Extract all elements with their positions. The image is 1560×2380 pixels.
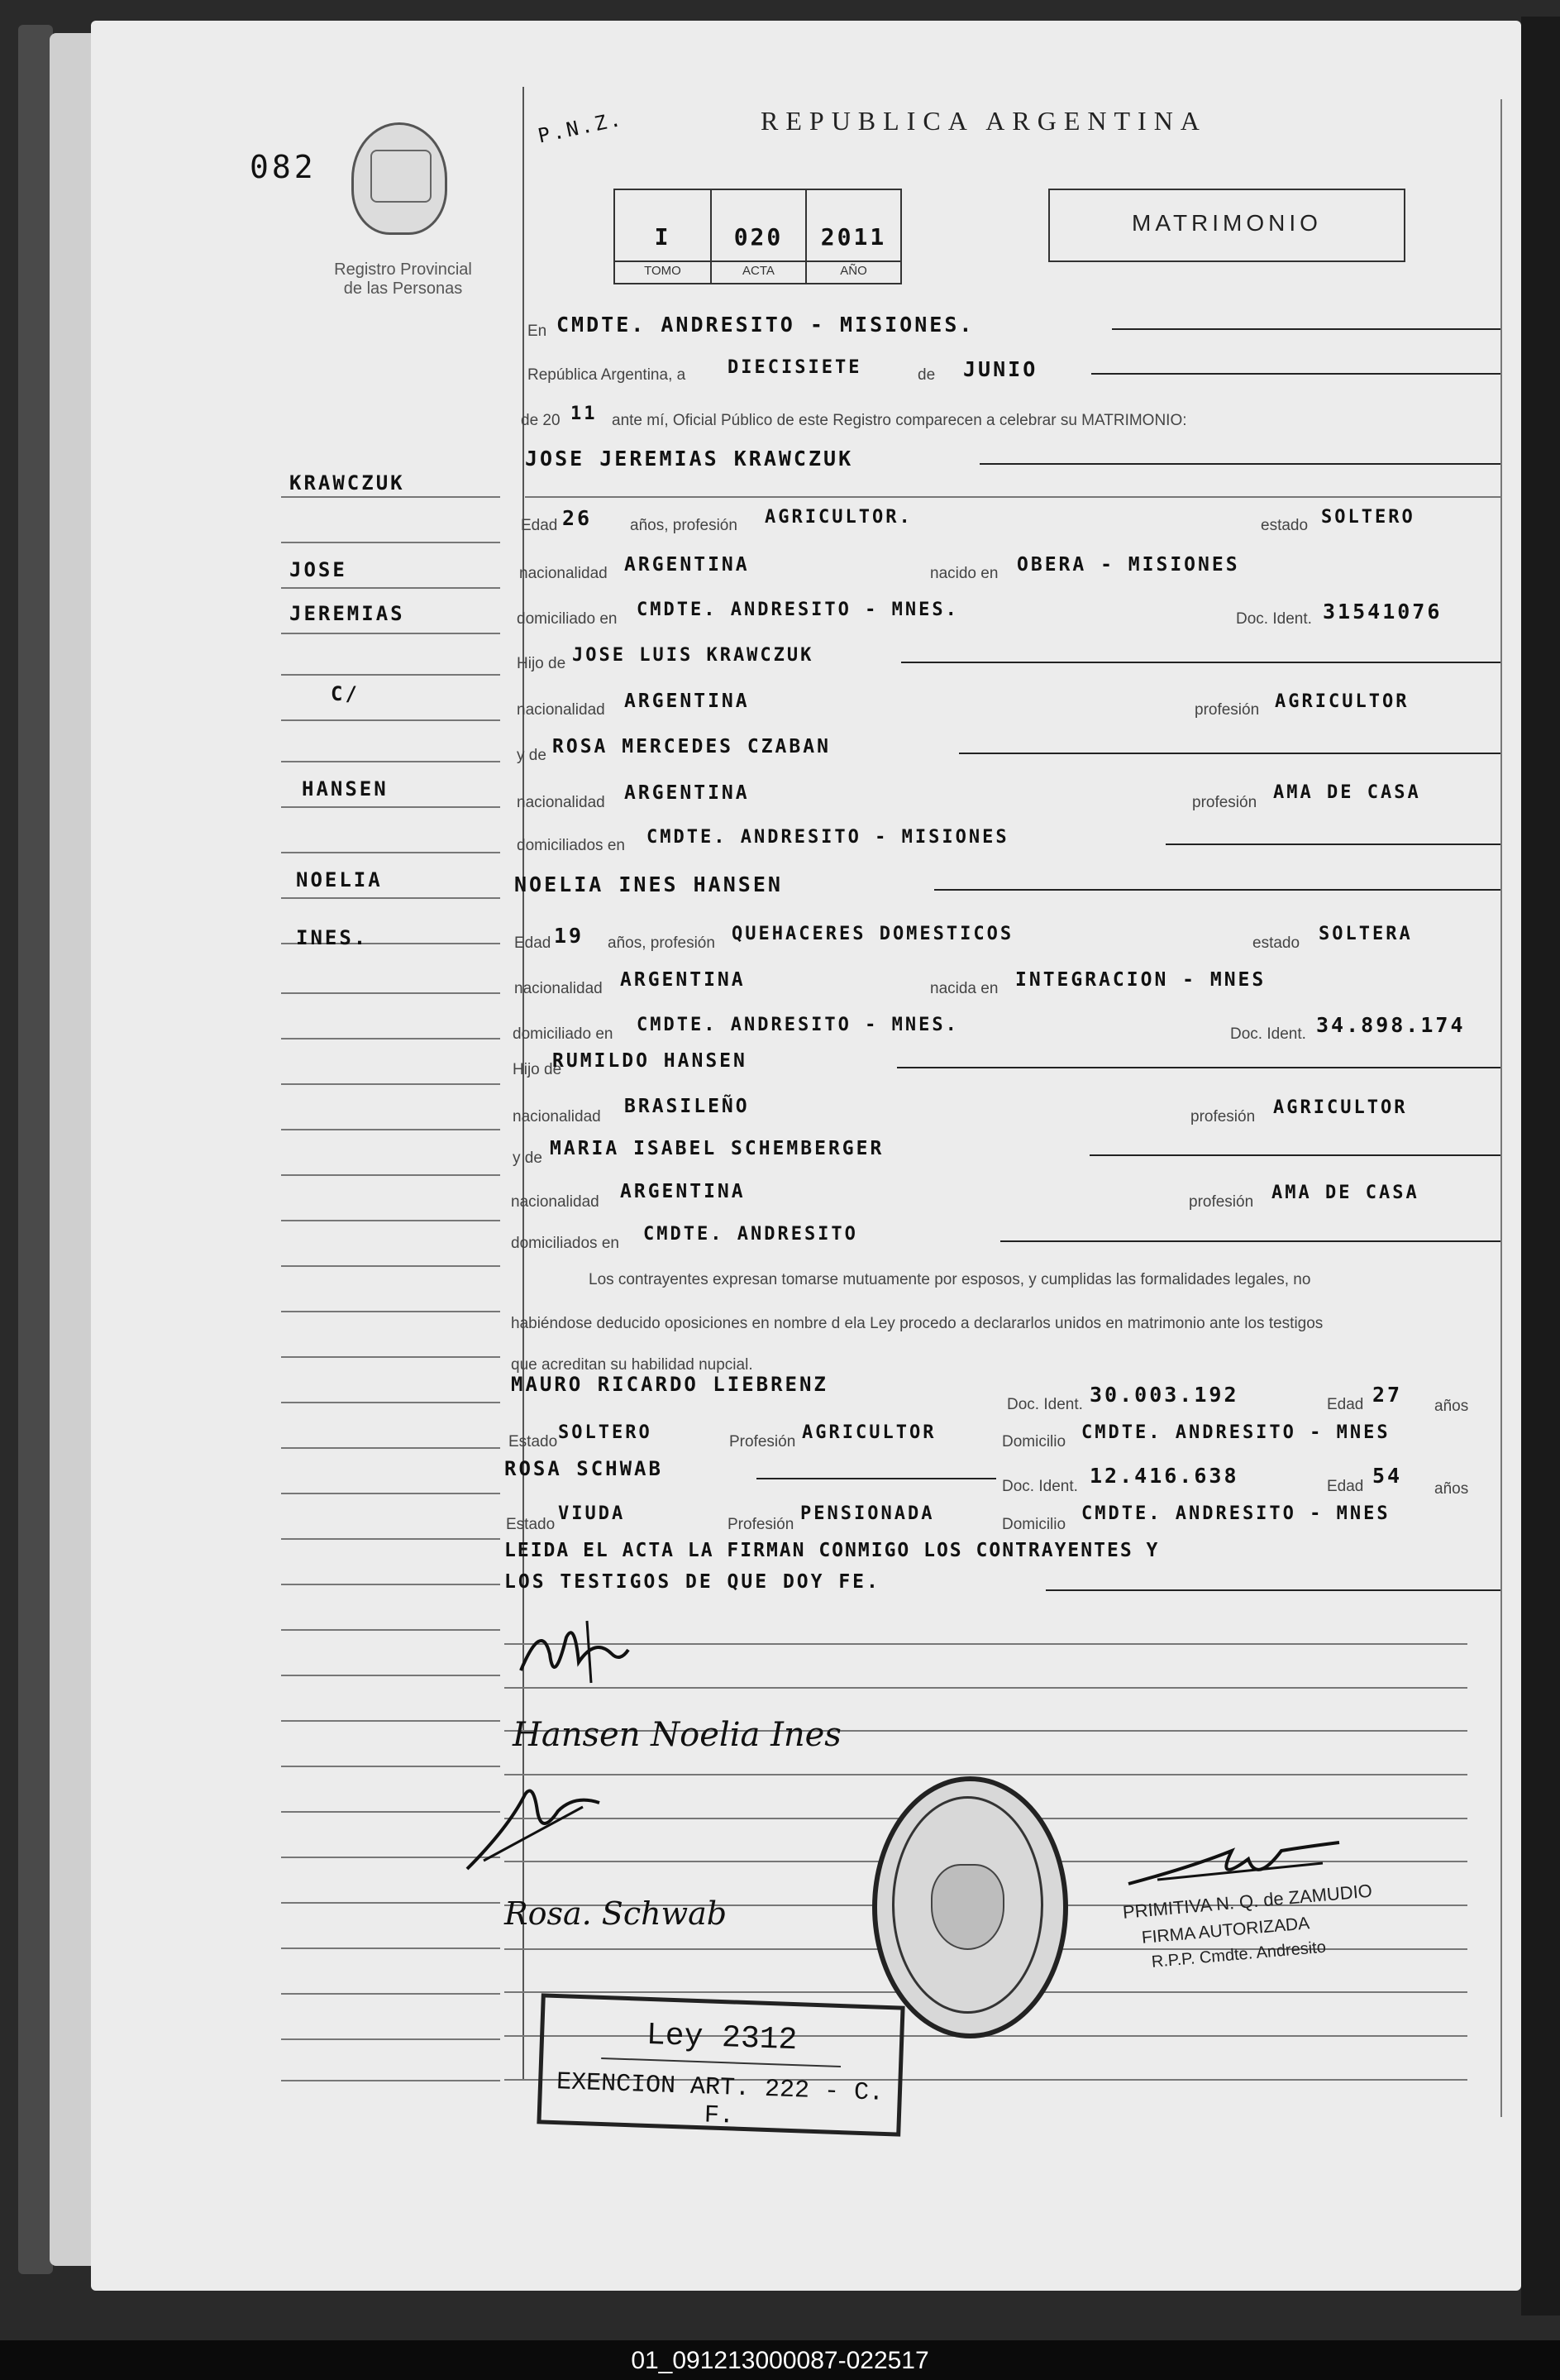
tomo-label: TOMO (644, 264, 681, 278)
profesion-label: profesión (1195, 701, 1260, 719)
bride-state: SOLTERA (1319, 924, 1413, 944)
margin-bride-surname: HANSEN (302, 777, 389, 801)
anos-profesion-label: años, profesión (630, 517, 737, 534)
groom-name: JOSE JEREMIAS KRAWCZUK (525, 447, 854, 471)
estado-label: Estado (506, 1516, 556, 1533)
domicilio-label: Domicilio (1002, 1516, 1066, 1533)
header-title: REPUBLICA ARGENTINA (761, 106, 1207, 136)
acta-value: 020 (733, 223, 784, 251)
provincial-seal-icon (351, 122, 447, 235)
exemption-stamp (537, 1993, 904, 2136)
estado-label: Estado (508, 1433, 558, 1450)
anio-value: 2011 (820, 223, 887, 251)
profesion-label: profesión (1190, 1108, 1256, 1125)
groom-mother: ROSA MERCEDES CZABAN (552, 736, 831, 757)
bride-name: NOELIA INES HANSEN (514, 872, 783, 896)
bride-birthplace: INTEGRACION - MNES (1015, 969, 1267, 991)
anos-label: años (1434, 1480, 1469, 1498)
profesion-label: profesión (1189, 1193, 1254, 1211)
witness1-profession: AGRICULTOR (802, 1422, 937, 1443)
republica-label: República Argentina, a (527, 366, 686, 384)
en-label: En (527, 323, 547, 340)
bride-mother-nat: ARGENTINA (620, 1181, 746, 1202)
y-de-label: y de (513, 1149, 542, 1167)
official-office: R.P.P. Cmdte. Andresito (1151, 1938, 1327, 1971)
witness2-name: ROSA SCHWAB (504, 1457, 663, 1480)
nacionalidad-label: nacionalidad (514, 980, 603, 997)
year-suffix: 11 (570, 404, 598, 424)
domiciliados-label: domiciliados en (517, 837, 625, 854)
groom-birthplace: OBERA - MISIONES (1017, 554, 1240, 576)
book-spine (18, 25, 53, 2274)
year-prefix: de 20 (521, 412, 561, 429)
witness1-doc: 30.003.192 (1090, 1383, 1239, 1407)
groom-doc: 31541076 (1323, 600, 1443, 624)
groom-mother-nat: ARGENTINA (624, 782, 750, 804)
groom-age: 26 (562, 506, 593, 530)
closing-text-2: habiéndose deducido oposiciones en nombre d ela Ley procedo a declararlos unidos en matrimonio ante los testigos (511, 1315, 1324, 1332)
witness1-name: MAURO RICARDO LIEBRENZ (511, 1373, 828, 1396)
place-value: CMDTE. ANDRESITO - MISIONES. (556, 313, 975, 337)
closing-text-1: Los contrayentes expresan tomarse mutuamente por esposos, y cumplidas las formalidades legales, no (589, 1271, 1311, 1288)
profesion-label: Profesión (729, 1433, 796, 1450)
doc-label: Doc. Ident. (1236, 610, 1312, 628)
act-type: MATRIMONIO (1132, 210, 1322, 236)
profesion-label: Profesión (728, 1516, 794, 1533)
registry-caption: Registro Provincial de las Personas (334, 260, 472, 298)
official-role: FIRMA AUTORIZADA (1141, 1914, 1311, 1947)
groom-nationality: ARGENTINA (624, 554, 750, 576)
witness1-state: SOLTERO (558, 1422, 652, 1443)
margin-surname: KRAWCZUK (289, 471, 405, 495)
nacionalidad-label: nacionalidad (517, 794, 605, 811)
bride-signature: Hansen Noelia Ines (513, 1716, 842, 1754)
profesion-label: profesión (1192, 794, 1257, 811)
doc-label: Doc. Ident. (1002, 1478, 1078, 1495)
bride-father: RUMILDO HANSEN (552, 1050, 747, 1072)
bride-profession: QUEHACERES DOMESTICOS (732, 924, 1014, 944)
witness2-doc: 12.416.638 (1090, 1464, 1239, 1488)
month-value: JUNIO (963, 357, 1038, 381)
bride-age: 19 (554, 924, 584, 948)
official-name: PRIMITIVA N. Q. de ZAMUDIO (1122, 1880, 1373, 1923)
witness1-age: 27 (1372, 1383, 1403, 1407)
closing-text-3: que acreditan su habilidad nupcial. (511, 1356, 753, 1374)
acta-label: ACTA (742, 264, 775, 278)
nacida-label: nacida en (930, 980, 999, 997)
witness2-signature: Rosa. Schwab (504, 1895, 728, 1932)
groom-father: JOSE LUIS KRAWCZUK (572, 645, 814, 666)
witness2-profession: PENSIONADA (800, 1503, 935, 1524)
bride-doc: 34.898.174 (1316, 1013, 1466, 1037)
official-oval-seal (872, 1776, 1068, 2038)
edad-label: Edad (514, 934, 551, 952)
de-label: de (918, 366, 936, 384)
nacionalidad-label: nacionalidad (513, 1108, 601, 1125)
nacido-label: nacido en (930, 565, 999, 582)
margin-name-1: JOSE (289, 558, 347, 581)
bride-address: CMDTE. ANDRESITO - MNES. (637, 1015, 959, 1035)
groom-father-prof: AGRICULTOR (1275, 691, 1410, 712)
groom-father-nat: ARGENTINA (624, 691, 750, 712)
hijo-label: Hijo de (513, 1061, 562, 1078)
y-de-label: y de (517, 747, 546, 764)
witness2-age: 54 (1372, 1464, 1403, 1488)
margin-name-2: JEREMIAS (289, 602, 405, 625)
domiciliado-label: domiciliado en (513, 1025, 613, 1043)
groom-address: CMDTE. ANDRESITO - MNES. (637, 600, 959, 620)
stamp-line-1: Ley 2312 (646, 2017, 799, 2059)
witness2-state: VIUDA (558, 1503, 626, 1524)
domicilio-label: Domicilio (1002, 1433, 1066, 1450)
anos-profesion-label: años, profesión (608, 934, 715, 952)
witness1-address: CMDTE. ANDRESITO - MNES (1081, 1422, 1391, 1443)
domiciliado-label: domiciliado en (517, 610, 618, 628)
image-footer-id: 01_091213000087-022517 (0, 2342, 1560, 2380)
hijo-label: Hijo de (517, 655, 566, 672)
margin-bride-name-2: INES. (296, 926, 369, 949)
intro-text: ante mí, Oficial Público de este Registro comparecen a celebrar su MATRIMONIO: (612, 412, 1187, 429)
anio-label: AÑO (840, 264, 867, 278)
groom-state: SOLTERO (1321, 507, 1415, 528)
estado-label: estado (1261, 517, 1309, 534)
doc-label: Doc. Ident. (1007, 1396, 1083, 1413)
bride-mother-prof: AMA DE CASA (1271, 1183, 1419, 1203)
witness2-address: CMDTE. ANDRESITO - MNES (1081, 1503, 1391, 1524)
tomo-value: I (654, 223, 671, 251)
margin-bride-name-1: NOELIA (296, 868, 383, 891)
final-line-2: LOS TESTIGOS DE QUE DOY FE. (504, 1571, 880, 1593)
top-handwritten-note: P.N.Z. (536, 107, 626, 148)
bride-nationality: ARGENTINA (620, 969, 746, 991)
margin-conector: C/ (331, 682, 360, 705)
stamp-line-2: EXENCION ART. 222 - C. F. (556, 2068, 885, 2131)
groom-mother-prof: AMA DE CASA (1273, 782, 1421, 803)
edad-label: Edad (1327, 1396, 1364, 1413)
groom-signature (504, 1604, 653, 1704)
nacionalidad-label: nacionalidad (519, 565, 608, 582)
nacionalidad-label: nacionalidad (517, 701, 605, 719)
final-line-1: LEIDA EL ACTA LA FIRMAN CONMIGO LOS CONTRAYENTES Y (504, 1540, 1160, 1561)
record-box (613, 189, 902, 284)
bride-father-prof: AGRICULTOR (1273, 1097, 1408, 1118)
bride-father-nat: BRASILEÑO (624, 1096, 750, 1117)
bride-parents-address: CMDTE. ANDRESITO (643, 1224, 858, 1245)
groom-parents-address: CMDTE. ANDRESITO - MISIONES (646, 827, 1009, 848)
nacionalidad-label: nacionalidad (511, 1193, 599, 1211)
bride-mother: MARIA ISABEL SCHEMBERGER (550, 1138, 885, 1159)
witness1-signature (459, 1778, 608, 1877)
edad-label: Edad (1327, 1478, 1364, 1495)
right-border (1500, 99, 1502, 2117)
folio-number: 082 (250, 149, 317, 185)
domiciliados-label: domiciliados en (511, 1235, 619, 1252)
anos-label: años (1434, 1398, 1469, 1415)
edad-label: Edad (521, 517, 558, 534)
page-right-edge (1521, 17, 1560, 2315)
doc-label: Doc. Ident. (1230, 1025, 1306, 1043)
groom-profession: AGRICULTOR. (765, 507, 913, 528)
act-type-box (1048, 189, 1405, 262)
day-value: DIECISIETE (728, 357, 862, 378)
estado-label: estado (1252, 934, 1300, 952)
